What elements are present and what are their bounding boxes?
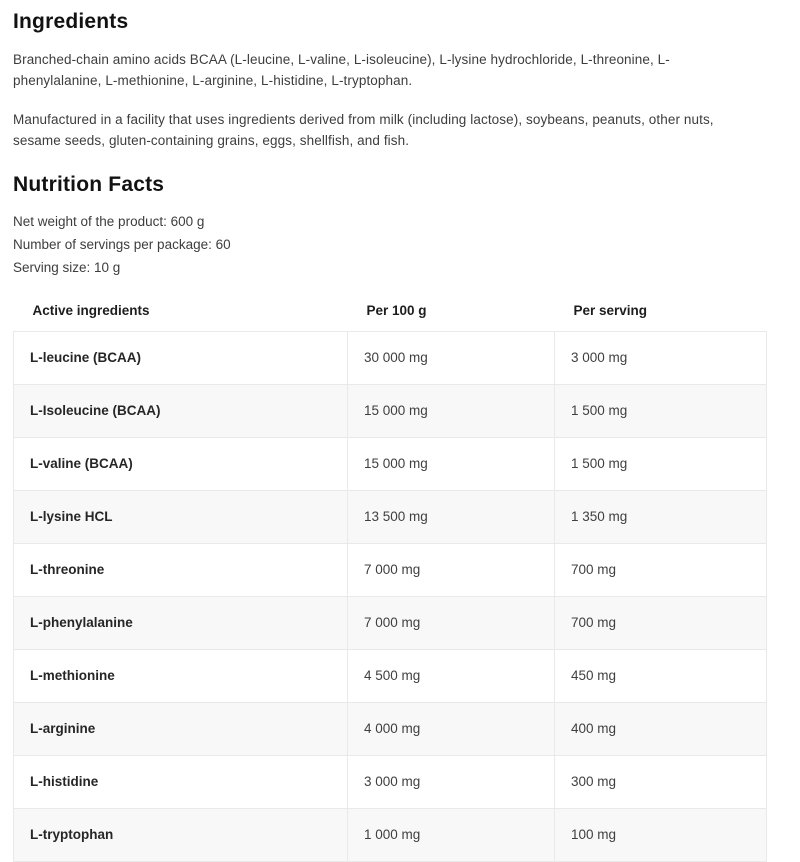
per-100g-value: 4 000 mg [348, 703, 555, 756]
per-serving-value: 700 mg [555, 544, 767, 597]
ingredients-section [13, 9, 786, 151]
ingredient-name: L-phenylalanine [14, 597, 348, 650]
per-serving-value: 450 mg [555, 650, 767, 703]
table-row [14, 703, 767, 756]
per-100g-value: 15 000 mg [348, 385, 555, 438]
table-row [14, 438, 767, 491]
ingredient-name: L-Isoleucine (BCAA) [14, 385, 348, 438]
servings-per-package-line: Number of servings per package: 60 [13, 237, 231, 252]
table-row [14, 332, 767, 385]
per-serving-value: 1 500 mg [555, 438, 767, 491]
table-header-row [14, 291, 767, 332]
per-serving-value: 100 mg [555, 809, 767, 862]
per-serving-value: 700 mg [555, 597, 767, 650]
per-100g-value: 7 000 mg [348, 597, 555, 650]
active-ingredients-table [13, 291, 767, 862]
ingredient-name: L-histidine [14, 756, 348, 809]
table-row [14, 385, 767, 438]
allergen-notice-text: Manufactured in a facility that uses ingredients derived from milk (including lactose), soybeans, peanuts, other nuts, sesame seeds, gluten-containing grains, eggs, shellfish, and fish. [13, 112, 714, 148]
per-serving-value: 300 mg [555, 756, 767, 809]
package-info [13, 210, 786, 279]
table-row [14, 544, 767, 597]
ingredients-title: Ingredients [13, 10, 129, 33]
ingredient-name: L-valine (BCAA) [14, 438, 348, 491]
per-serving-value: 400 mg [555, 703, 767, 756]
per-100g-value: 7 000 mg [348, 544, 555, 597]
ingredient-name: L-tryptophan [14, 809, 348, 862]
per-100g-value: 13 500 mg [348, 491, 555, 544]
per-serving-value: 1 350 mg [555, 491, 767, 544]
ingredient-name: L-threonine [14, 544, 348, 597]
per-100g-value: 30 000 mg [348, 332, 555, 385]
nutrition-facts-title: Nutrition Facts [13, 173, 165, 196]
per-100g-value: 1 000 mg [348, 809, 555, 862]
per-serving-value: 1 500 mg [555, 385, 767, 438]
per-serving-value: 3 000 mg [555, 332, 767, 385]
per-100g-value: 3 000 mg [348, 756, 555, 809]
table-row [14, 756, 767, 809]
table-row [14, 809, 767, 862]
per-100g-value: 15 000 mg [348, 438, 555, 491]
ingredient-name: L-lysine HCL [14, 491, 348, 544]
table-row [14, 597, 767, 650]
ingredient-name: L-leucine (BCAA) [14, 332, 348, 385]
col-header-per-100g: Per 100 g [348, 291, 555, 332]
ingredient-name: L-arginine [14, 703, 348, 756]
serving-size-line: Serving size: 10 g [13, 260, 121, 275]
ingredient-name: L-methionine [14, 650, 348, 703]
col-header-active-ingredients: Active ingredients [14, 291, 348, 332]
net-weight-line: Net weight of the product: 600 g [13, 214, 205, 229]
table-row [14, 491, 767, 544]
table-row [14, 650, 767, 703]
ingredients-composition-text: Branched-chain amino acids BCAA (L-leucine, L-valine, L-isoleucine), L-lysine hydrochloride, L-threonine, L-phenylalanine, L-methionine, L-arginine, L-histidine, L-tryptophan. [13, 52, 670, 88]
col-header-per-serving: Per serving [555, 291, 767, 332]
per-100g-value: 4 500 mg [348, 650, 555, 703]
nutrition-facts-section [13, 172, 786, 862]
